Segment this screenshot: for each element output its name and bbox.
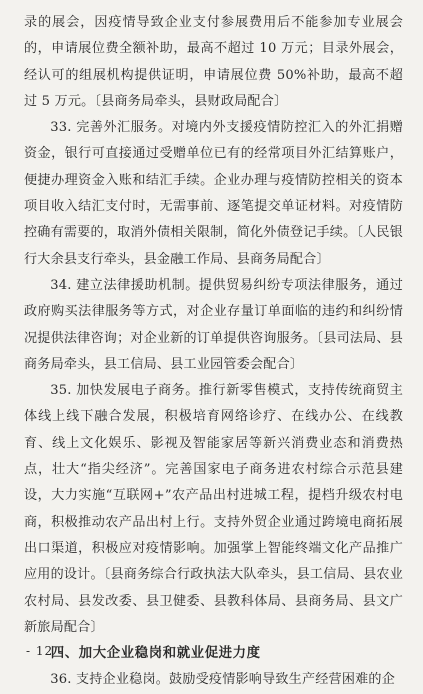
item-35-paragraph: 35. 加快发展电子商务。推行新零售模式，支持传统商贸主体线上线下融合发展，积极培育网络诊疗、在线办公、在线教育、线上文化娱乐、影视及智能家居等新兴消费业态和消费热点，壮大“指尖经济”。完善国家电子商务进农村综合示范县建设，大力实施“互联网+”农产品出村进城工程，提档升级农村电商，积极推动农产品出村上行。支持外贸企业通过跨境电商拓展出口渠道，积极应对疫情影响。加强掌上智能终端文化产品推广应用的设计。〔县商务综合行政执法大队牵头，县工信局、县农业农村局、县发改委、县卫健委、县教科体局、县商务局、县文广新旅局配合〕 xyxy=(24,383,403,635)
item-36-paragraph: 36. 支持企业稳岗。鼓励受疫情影响导致生产经营困难的企 xyxy=(50,672,396,688)
continuation-paragraph: 录的展会，因疫情导致企业支付参展费用后不能参加专业展会的，申请展位费全额补助，最高不超过 10 万元；目录外展会，经认可的组展机构提供证明，申请展位费 50%补助，最高不超过 5 万元。〔县商务局牵头，县财政局配合〕 xyxy=(24,15,403,109)
item-33-paragraph: 33. 完善外汇服务。对境内外支援疫情防控汇入的外汇捐赠资金，银行可直接通过受赠单位已有的经常项目外汇结算账户，便捷办理资金入账和结汇手续。企业办理与疫情防控相关的资本项目收入结汇支付时，无需事前、逐笔提交单证材料。对疫情防控确有需要的，取消外债相关限制，简化外债登记手续。〔人民银行大余县支行牵头，县金融工作局、县商务局配合〕 xyxy=(24,120,403,267)
item-34-paragraph: 34. 建立法律援助机制。提供贸易纠纷专项法律服务，通过政府购买法律服务等方式，对企业存量订单面临的违约和纠纷情况提供法律咨询；对企业新的订单提供咨询服务。〔县司法局、县商务局牵头，县工信局、县工业园管委会配合〕 xyxy=(24,277,403,372)
section-4-heading: 四、加大企业稳岗和就业促进力度 xyxy=(50,646,261,662)
page-number: - 12 - xyxy=(26,644,64,658)
